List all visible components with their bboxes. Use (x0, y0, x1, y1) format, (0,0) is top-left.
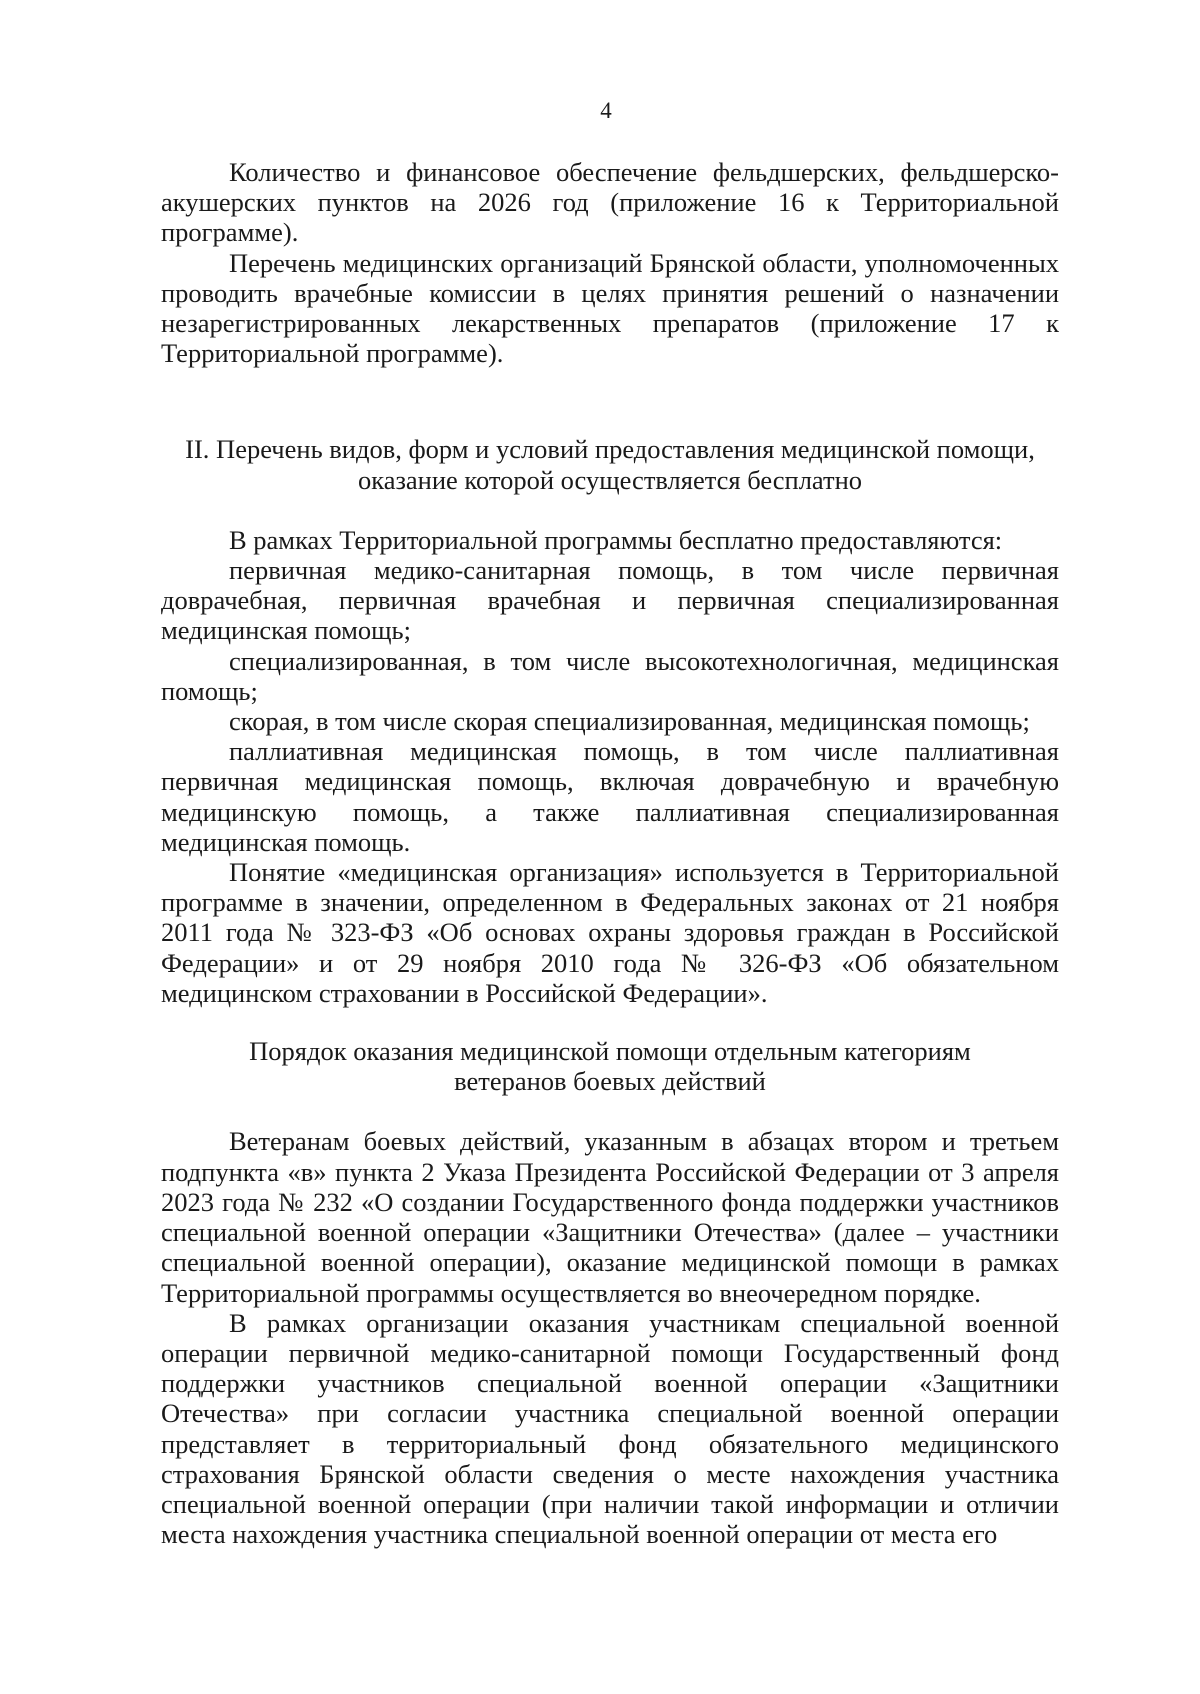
paragraph-emergency-care: скорая, в том числе скорая специализированная, медицинская помощь; (229, 706, 1030, 737)
paragraph-specialized-care: специализированная, в том числе высокотехнологичная, медицинская помощь; (161, 645, 1059, 706)
paragraph-appendix-16: Количество и финансовое обеспечение фельдшерских, фельдшерско-акушерских пунктов на 2026 год (приложение 16 к Территориальной программе). (161, 157, 1059, 248)
section-heading-line: ветеранов боевых действий (454, 1066, 766, 1097)
paragraph-free-care-intro: В рамках Территориальной программы бесплатно предоставляются: (229, 524, 1003, 555)
section-heading-line: II. Перечень видов, форм и условий предоставления медицинской помощи, (185, 434, 1035, 465)
section-heading-line: оказание которой осуществляется бесплатно (357, 464, 863, 495)
section-heading-veterans (161, 1036, 1059, 1096)
paragraph-appendix-17: Перечень медицинских организаций Брянской области, уполномоченных проводить врачебные комиссии в целях принятия решений о назначении незарегистрированных лекарственных препаратов (приложение 17 к Территориальной программе). (161, 247, 1059, 369)
page-number: 4 (600, 98, 612, 123)
paragraph-palliative-care: паллиативная медицинская помощь, в том числе паллиативная первичная медицинская помощь, включая доврачебную и врачебную медицинскую помощь, а также паллиативная специализированная медицинская помощь. (161, 736, 1059, 857)
section-heading-types-of-care (161, 434, 1059, 494)
section-heading-line: Порядок оказания медицинской помощи отдельным категориям (249, 1036, 971, 1067)
document-body (161, 157, 1059, 1549)
paragraph-medical-organization-term: Понятие «медицинская организация» используется в Территориальной программе в значении, определенном в Федеральных законах от 21 ноября 2011 года № 323-ФЗ «Об основах охраны здоровья граждан в Российской Федерации» и от 29 ноября 2010 года № 326-ФЗ «Об обязательном медицинском страховании в Российской Федерации». (161, 857, 1059, 1008)
paragraph-veterans-fund: В рамках организации оказания участникам специальной военной операции первичной медико-санитарной помощи Государственный фонд поддержки участников специальной военной операции «Защитники Отечества» при согласии участника специальной военной операции представляет в территориальный фонд обязательного медицинского страхования Брянской области сведения о месте нахождения участника специальной военной операции (при наличии такой информации и отличии места нахождения участника специальной военной операции от места его (161, 1307, 1059, 1550)
paragraph-primary-care: первичная медико-санитарная помощь, в том числе первичная доврачебная, первичная врачебная и первичная специализированная медицинская помощь; (161, 555, 1059, 646)
paragraph-veterans-priority: Ветеранам боевых действий, указанным в абзацах втором и третьем подпункта «в» пункта 2 Указа Президента Российской Федерации от 3 апреля 2023 года № 232 «О создании Государственного фонда поддержки участников специальной военной операции «Защитники Отечества» (далее – участники специальной военной операции), оказание медицинской помощи в рамках Территориальной программы осуществляется во внеочередном порядке. (161, 1126, 1059, 1308)
